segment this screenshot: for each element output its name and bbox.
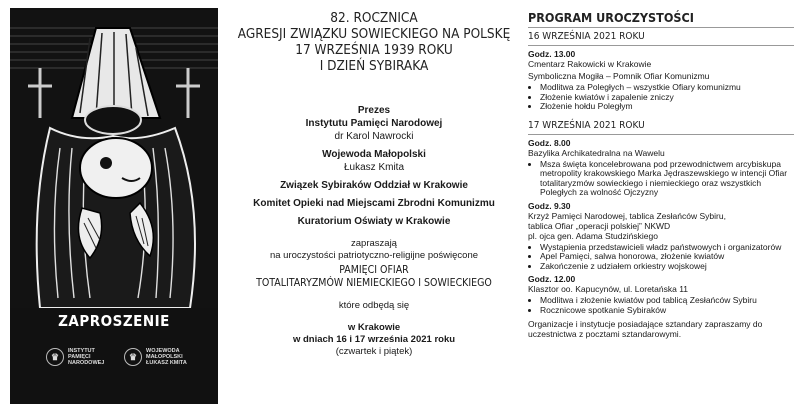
- event-8-00: [528, 138, 794, 198]
- list-item: • Modlitwa za Poległych – wszystkie Ofiary komunizmu: [540, 83, 794, 93]
- list-item: • Złożenie hołdu Poległym: [540, 102, 794, 112]
- wojewoda-person: Łukasz Kmita: [343, 162, 405, 173]
- day1-date: 16 WRZEŚNIA 2021 ROKU: [528, 31, 645, 42]
- invitation-text: [222, 10, 526, 358]
- event-desc: Symboliczna Mogiła – Pomnik Ofiar Komunizmu: [528, 71, 710, 81]
- event-12-00: [528, 274, 794, 315]
- event-items: [528, 243, 794, 272]
- ipn-logo-line: PAMIĘCI: [68, 354, 91, 360]
- ipn-logo-line: INSTYTUT: [68, 348, 95, 354]
- event-items: [528, 296, 794, 315]
- event-place: Bazylika Archikatedralna na Wawelu: [528, 147, 665, 158]
- event-place: Cmentarz Rakowicki w Krakowie: [528, 59, 652, 69]
- event-items: [528, 83, 794, 112]
- event-items: [528, 160, 794, 198]
- program-section: [528, 10, 794, 339]
- event-place: Klasztor oo. Kapucynów, ul. Loretańska 11: [528, 284, 689, 294]
- organizer-komitet: Komitet Opieki nad Miejscami Zbrodni Komunizmu: [253, 198, 495, 209]
- heading-line: AGRESJI ZWIĄZKU SOWIECKIEGO NA POLSKĘ: [237, 26, 511, 42]
- list-item: • Msza święta koncelebrowana pod przewodnictwem arcybiskupa metropolity krakowskiego Marka Jędraszewskiego w intencji Ofiar totalitaryzmów sowieckiego i niemieckiego oraz wszystkich Poległych za wolność Ojczyzny: [540, 160, 794, 198]
- ipn-name: Instytutu Pamięci Narodowej: [305, 118, 443, 129]
- wojewoda-logo-line: WOJEWODA: [146, 348, 180, 354]
- wojewoda-logo: [124, 348, 187, 366]
- eagle-emblem-icon: ♛: [124, 348, 142, 366]
- take-place: które odbędą się: [338, 300, 410, 311]
- heading-line: 82. ROCZNICA: [330, 10, 418, 26]
- poster-title: ZAPROSZENIE: [58, 312, 170, 330]
- event-13-00: [528, 49, 794, 112]
- event-days: (czwartek i piątek): [335, 346, 413, 357]
- list-item: • Złożenie kwiatów i zapalenie zniczy: [540, 93, 794, 103]
- list-item: • Rocznicowe spotkanie Sybiraków: [540, 306, 794, 316]
- list-item: • Modlitwa i złożenie kwiatów pod tablicą Zesłańców Sybiru: [540, 296, 794, 306]
- invite-purpose: na uroczystości patriotyczno-religijne poświęcone: [269, 250, 479, 261]
- event-place: Krzyż Pamięci Narodowej, tablica Zesłańców Sybiru,: [528, 210, 726, 221]
- anniversary-heading: [222, 10, 526, 74]
- event-place: pl. ojca gen. Adama Studzińskiego: [528, 230, 658, 241]
- event-time: Godz. 12.00: [528, 274, 576, 284]
- ipn-president: dr Karol Nawrocki: [334, 131, 414, 142]
- event-place: tablica Ofiar „operacji polskiej” NKWD: [528, 220, 671, 231]
- list-item: • Wystąpienia przedstawicieli władz państwowych i organizatorów: [540, 243, 794, 253]
- event-time: Godz. 8.00: [528, 137, 571, 148]
- program-title: PROGRAM UROCZYSTOŚCI: [528, 10, 694, 25]
- organizer-sybiracy: Związek Sybiraków Oddział w Krakowie: [280, 180, 468, 191]
- event-time: Godz. 9.30: [528, 200, 571, 211]
- ipn-logo: [46, 348, 104, 366]
- event-9-30: [528, 201, 794, 272]
- divider: [528, 45, 794, 46]
- event-dates: w dniach 16 i 17 września 2021 roku: [292, 334, 456, 345]
- victims-line-1: PAMIĘCI OFIAR: [339, 264, 409, 276]
- banner-note: Organizacje i instytucje posiadające sztandary zapraszamy do uczestnictwa z pocztami sztandarowymi.: [528, 319, 763, 339]
- organizer-kuratorium: Kuratorium Oświaty w Krakowie: [297, 216, 451, 227]
- heading-line: 17 WRZEŚNIA 1939 ROKU: [295, 42, 453, 58]
- event-city: w Krakowie: [347, 322, 401, 333]
- wojewoda-label: Wojewoda Małopolski: [322, 149, 426, 160]
- invite-verb: zapraszają: [351, 238, 397, 249]
- divider: [528, 27, 794, 28]
- ipn-logo-line: NARODOWEJ: [68, 360, 105, 366]
- wojewoda-logo-line: MAŁOPOLSKI: [146, 354, 183, 360]
- eagle-emblem-icon: ♛: [46, 348, 64, 366]
- poster-illustration: [10, 8, 218, 308]
- wojewoda-logo-line: ŁUKASZ KMITA: [146, 360, 187, 366]
- event-time: Godz. 13.00: [528, 49, 576, 59]
- heading-line: I DZIEŃ SYBIRAKA: [319, 58, 429, 74]
- victims-line-2: TOTALITARYZMÓW NIEMIECKIEGO I SOWIECKIEGO: [256, 277, 492, 289]
- invitation-poster: [10, 8, 218, 404]
- prezes-label: Prezes: [357, 105, 391, 116]
- day2-date: 17 WRZEŚNIA 2021 ROKU: [528, 119, 645, 131]
- list-item: • Zakończenie z udziałem orkiestry wojskowej: [540, 262, 794, 272]
- list-item: • Apel Pamięci, salwa honorowa, złożenie kwiatów: [540, 252, 794, 262]
- divider: [528, 134, 794, 135]
